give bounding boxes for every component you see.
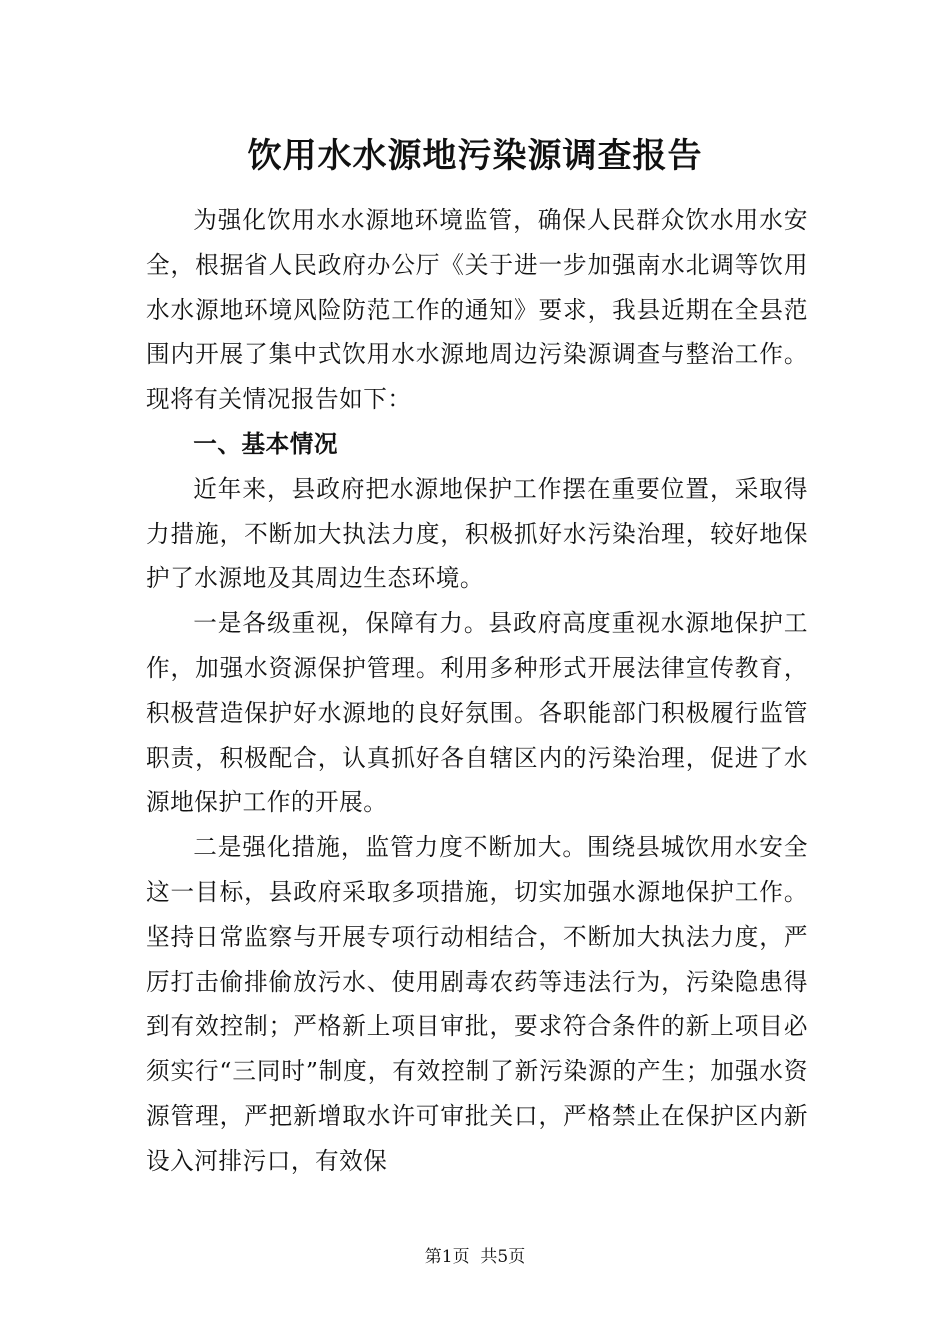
paragraph-overview: 近年来，县政府把水源地保护工作摆在重要位置，采取得力措施，不断加大执法力度，积极抓好水污染治理，较好地保护了水源地及其周边生态环境。 — [146, 474, 808, 593]
page-total: 共5页 — [480, 1247, 526, 1267]
paragraph-point-two: 二是强化措施，监管力度不断加大。围绕县城饮用水安全这一目标，县政府采取多项措施，切实加强水源地保护工作。坚持日常监察与开展专项行动相结合，不断加大执法力度，严厉打击偷排偷放污水、使用剧毒农药等违法行为，污染隐患得到有效控制；严格新上项目审批，要求符合条件的新上项目必须实行“三同时”制度，有效控制了新污染源的产生；加强水资源管理，严把新增取水许可审批关口，严格禁止在保护区内新设入河排污口，有效保 — [146, 833, 808, 1175]
paragraph-point-one: 一是各级重视，保障有力。县政府高度重视水源地保护工作，加强水资源保护管理。利用多种形式开展法律宣传教育，积极营造保护好水源地的良好氛围。各职能部门积极履行监管职责，积极配合，认真抓好各自辖区内的污染治理，促进了水源地保护工作的开展。 — [146, 609, 808, 817]
page-footer — [0, 1245, 950, 1269]
page-number: 第1页 — [424, 1247, 470, 1267]
document-body — [146, 198, 808, 1184]
intro-paragraph: 为强化饮用水水源地环境监管，确保人民群众饮水用水安全，根据省人民政府办公厅《关于进一步加强南水北调等饮用水水源地环境风险防范工作的通知》要求，我县近期在全县范围内开展了集中式饮用水水源地周边污染源调查与整治工作。现将有关情况报告如下： — [146, 206, 808, 414]
document-title: 饮用水水源地污染源调查报告 — [247, 136, 703, 176]
section-heading-basic-situation: 一、基本情况 — [193, 429, 339, 458]
